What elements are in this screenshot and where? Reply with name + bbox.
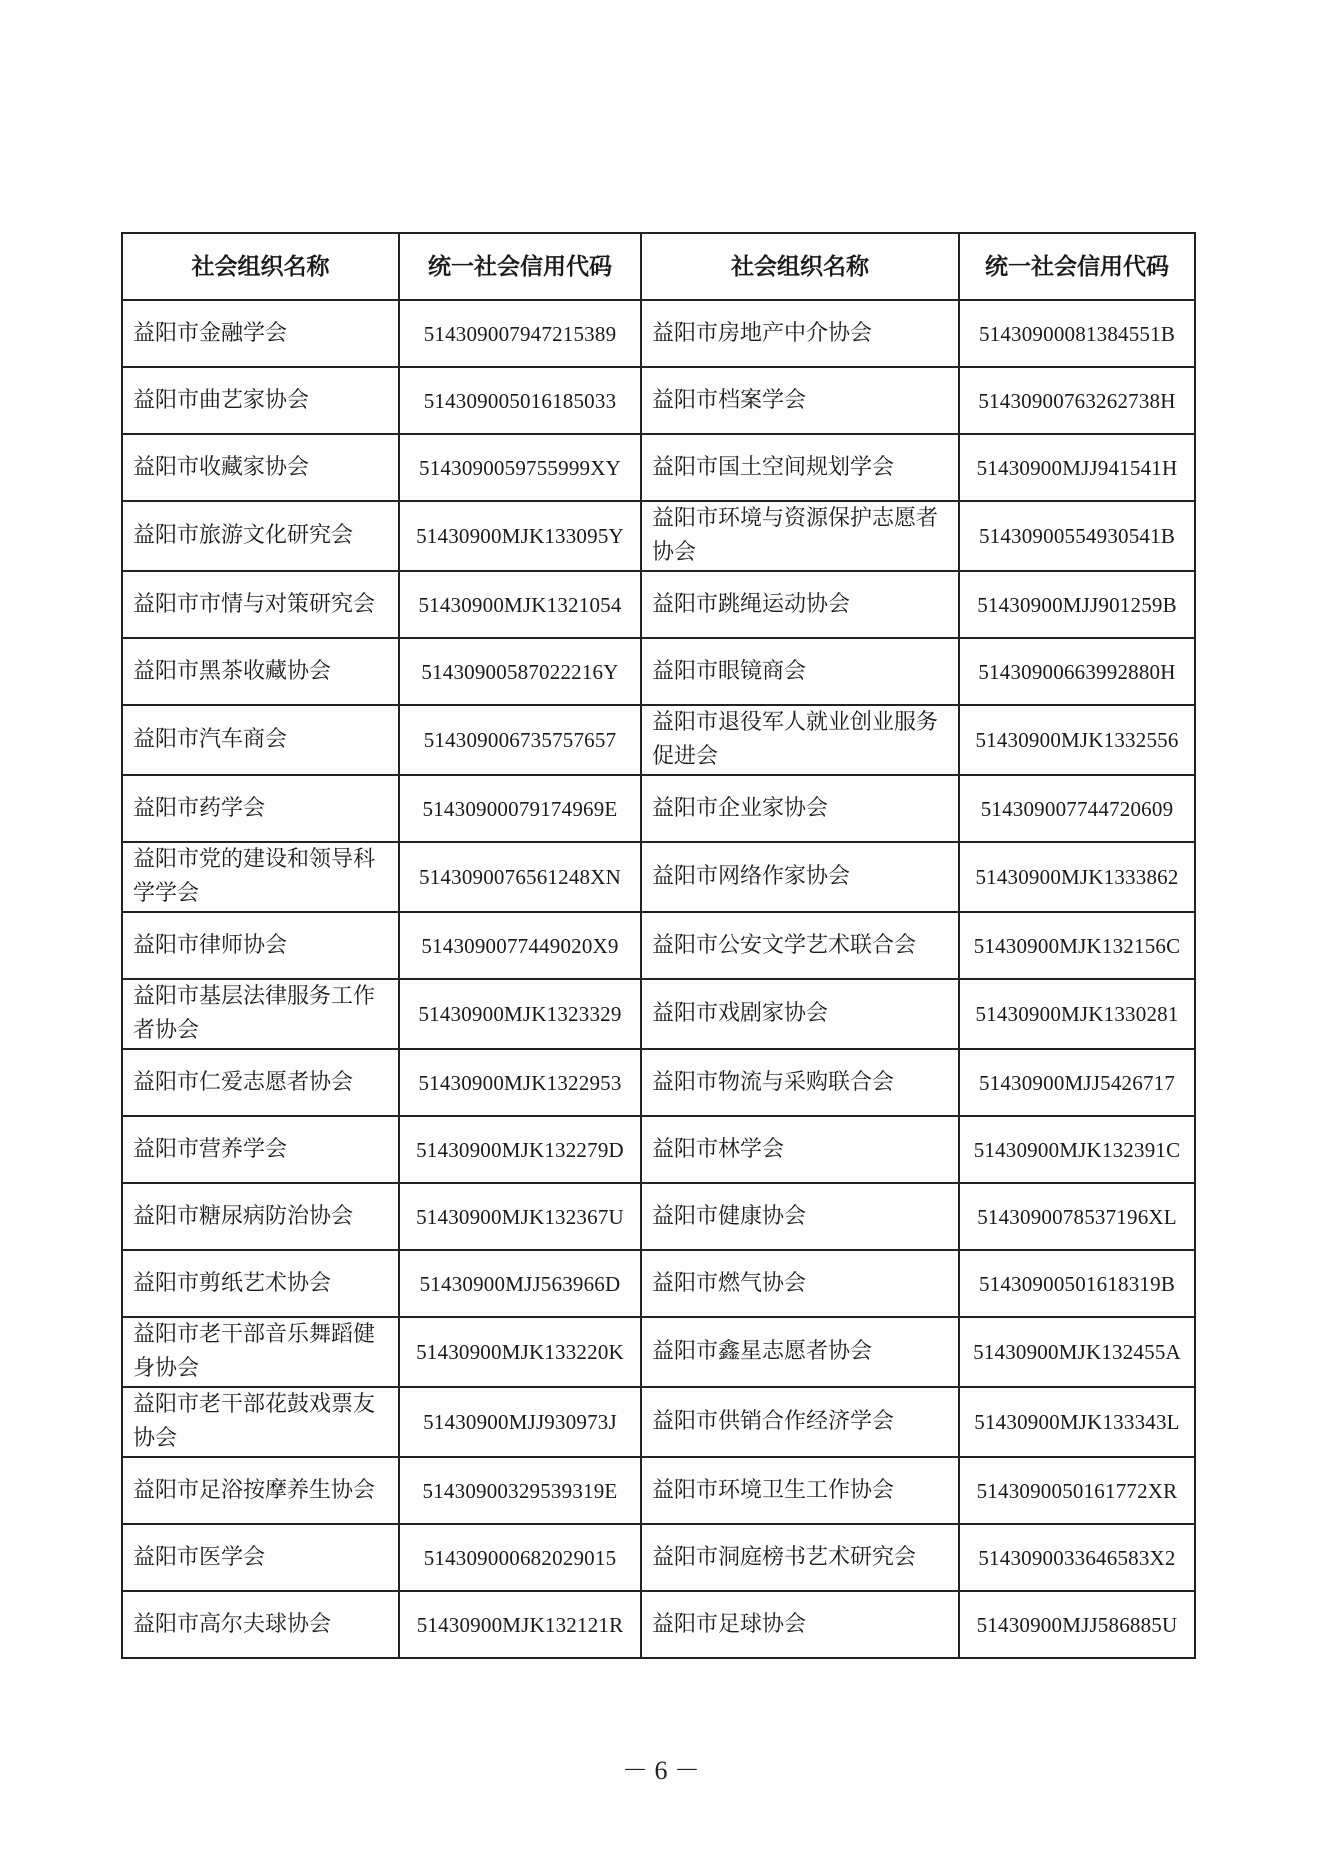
org-name-right: 益阳市网络作家协会 — [641, 842, 959, 912]
credit-code-right: 5143090033646583X2 — [959, 1524, 1195, 1591]
org-name-left: 益阳市律师协会 — [122, 912, 399, 979]
org-name-right: 益阳市燃气协会 — [641, 1250, 959, 1317]
org-name-left: 益阳市市情与对策研究会 — [122, 571, 399, 638]
credit-code-left: 5143090076561248XN — [399, 842, 641, 912]
org-name-left: 益阳市营养学会 — [122, 1116, 399, 1183]
credit-code-right: 51430900663992880H — [959, 638, 1195, 705]
credit-code-right: 51430900763262738H — [959, 367, 1195, 434]
credit-code-left: 51430900MJJ930973J — [399, 1387, 641, 1457]
credit-code-right: 51430900MJK1330281 — [959, 979, 1195, 1049]
org-name-right: 益阳市鑫星志愿者协会 — [641, 1317, 959, 1387]
table-row — [122, 300, 1195, 367]
header-credit-code-left: 统一社会信用代码 — [399, 233, 641, 300]
org-name-right: 益阳市国土空间规划学会 — [641, 434, 959, 501]
org-name-right: 益阳市房地产中介协会 — [641, 300, 959, 367]
credit-code-left: 51430900MJK1322953 — [399, 1049, 641, 1116]
credit-code-right: 51430900MJK1332556 — [959, 705, 1195, 775]
table-row — [122, 1524, 1195, 1591]
org-name-right: 益阳市物流与采购联合会 — [641, 1049, 959, 1116]
credit-code-left: 514309006735757657 — [399, 705, 641, 775]
credit-code-right: 5143090078537196XL — [959, 1183, 1195, 1250]
table-row — [122, 1049, 1195, 1116]
credit-code-right: 51430900MJK132391C — [959, 1116, 1195, 1183]
org-name-right: 益阳市企业家协会 — [641, 775, 959, 842]
credit-code-left: 51430900MJK132367U — [399, 1183, 641, 1250]
organization-credit-code-table — [121, 232, 1196, 1659]
table-row — [122, 842, 1195, 912]
org-name-left: 益阳市高尔夫球协会 — [122, 1591, 399, 1658]
org-name-right: 益阳市公安文学艺术联合会 — [641, 912, 959, 979]
table-row — [122, 1116, 1195, 1183]
credit-code-left: 51430900079174969E — [399, 775, 641, 842]
header-credit-code-right: 统一社会信用代码 — [959, 233, 1195, 300]
org-name-right: 益阳市林学会 — [641, 1116, 959, 1183]
org-name-left: 益阳市曲艺家协会 — [122, 367, 399, 434]
org-name-left: 益阳市基层法律服务工作者协会 — [122, 979, 399, 1049]
org-name-right: 益阳市环境与资源保护志愿者协会 — [641, 501, 959, 571]
credit-code-right: 51430900MJK132455A — [959, 1317, 1195, 1387]
org-name-left: 益阳市糖尿病防治协会 — [122, 1183, 399, 1250]
org-name-left: 益阳市黑茶收藏协会 — [122, 638, 399, 705]
table-row — [122, 367, 1195, 434]
table-row — [122, 1387, 1195, 1457]
header-org-name-left: 社会组织名称 — [122, 233, 399, 300]
credit-code-right: 51430900554930541B — [959, 501, 1195, 571]
credit-code-left: 514309007947215389 — [399, 300, 641, 367]
credit-code-left: 51430900MJK132121R — [399, 1591, 641, 1658]
table-row — [122, 434, 1195, 501]
org-name-right: 益阳市戏剧家协会 — [641, 979, 959, 1049]
table-row — [122, 1183, 1195, 1250]
org-name-right: 益阳市健康协会 — [641, 1183, 959, 1250]
credit-code-right: 51430900MJJ941541H — [959, 434, 1195, 501]
table-container — [121, 232, 1194, 1659]
org-name-right: 益阳市环境卫生工作协会 — [641, 1457, 959, 1524]
org-name-right: 益阳市供销合作经济学会 — [641, 1387, 959, 1457]
credit-code-left: 51430900MJK1323329 — [399, 979, 641, 1049]
table-row — [122, 979, 1195, 1049]
credit-code-right: 51430900MJJ586885U — [959, 1591, 1195, 1658]
org-name-right: 益阳市眼镜商会 — [641, 638, 959, 705]
table-row — [122, 775, 1195, 842]
table-row — [122, 1457, 1195, 1524]
credit-code-right: 51430900MJK133343L — [959, 1387, 1195, 1457]
table-row — [122, 571, 1195, 638]
org-name-left: 益阳市药学会 — [122, 775, 399, 842]
org-name-left: 益阳市汽车商会 — [122, 705, 399, 775]
credit-code-left: 51430900MJK133095Y — [399, 501, 641, 571]
org-name-left: 益阳市收藏家协会 — [122, 434, 399, 501]
org-name-right: 益阳市足球协会 — [641, 1591, 959, 1658]
org-name-left: 益阳市足浴按摩养生协会 — [122, 1457, 399, 1524]
table-row — [122, 501, 1195, 571]
credit-code-left: 514309005016185033 — [399, 367, 641, 434]
credit-code-right: 51430900MJK132156C — [959, 912, 1195, 979]
org-name-left: 益阳市剪纸艺术协会 — [122, 1250, 399, 1317]
credit-code-right: 51430900081384551B — [959, 300, 1195, 367]
table-row — [122, 705, 1195, 775]
credit-code-right: 51430900MJK1333862 — [959, 842, 1195, 912]
credit-code-left: 51430900MJK1321054 — [399, 571, 641, 638]
table-row — [122, 638, 1195, 705]
org-name-right: 益阳市洞庭榜书艺术研究会 — [641, 1524, 959, 1591]
org-name-left: 益阳市医学会 — [122, 1524, 399, 1591]
header-row — [122, 233, 1195, 300]
credit-code-left: 51430900MJK133220K — [399, 1317, 641, 1387]
credit-code-left: 5143090059755999XY — [399, 434, 641, 501]
org-name-left: 益阳市仁爱志愿者协会 — [122, 1049, 399, 1116]
header-org-name-right: 社会组织名称 — [641, 233, 959, 300]
org-name-left: 益阳市金融学会 — [122, 300, 399, 367]
table-row — [122, 1317, 1195, 1387]
credit-code-left: 51430900MJJ563966D — [399, 1250, 641, 1317]
credit-code-right: 514309007744720609 — [959, 775, 1195, 842]
org-name-right: 益阳市跳绳运动协会 — [641, 571, 959, 638]
table-body — [122, 300, 1195, 1658]
credit-code-right: 51430900MJJ5426717 — [959, 1049, 1195, 1116]
credit-code-left: 514309000682029015 — [399, 1524, 641, 1591]
table-row — [122, 1250, 1195, 1317]
table-header — [122, 233, 1195, 300]
org-name-left: 益阳市老干部音乐舞蹈健身协会 — [122, 1317, 399, 1387]
credit-code-right: 5143090050161772XR — [959, 1457, 1195, 1524]
credit-code-left: 51430900329539319E — [399, 1457, 641, 1524]
org-name-right: 益阳市退役军人就业创业服务促进会 — [641, 705, 959, 775]
credit-code-left: 51430900MJK132279D — [399, 1116, 641, 1183]
credit-code-left: 51430900587022216Y — [399, 638, 641, 705]
org-name-right: 益阳市档案学会 — [641, 367, 959, 434]
credit-code-right: 51430900501618319B — [959, 1250, 1195, 1317]
table-row — [122, 912, 1195, 979]
org-name-left: 益阳市旅游文化研究会 — [122, 501, 399, 571]
table-row — [122, 1591, 1195, 1658]
org-name-left: 益阳市党的建设和领导科学学会 — [122, 842, 399, 912]
credit-code-right: 51430900MJJ901259B — [959, 571, 1195, 638]
page-number: － 6 － — [621, 1756, 700, 1785]
org-name-left: 益阳市老干部花鼓戏票友协会 — [122, 1387, 399, 1457]
credit-code-left: 5143090077449020X9 — [399, 912, 641, 979]
